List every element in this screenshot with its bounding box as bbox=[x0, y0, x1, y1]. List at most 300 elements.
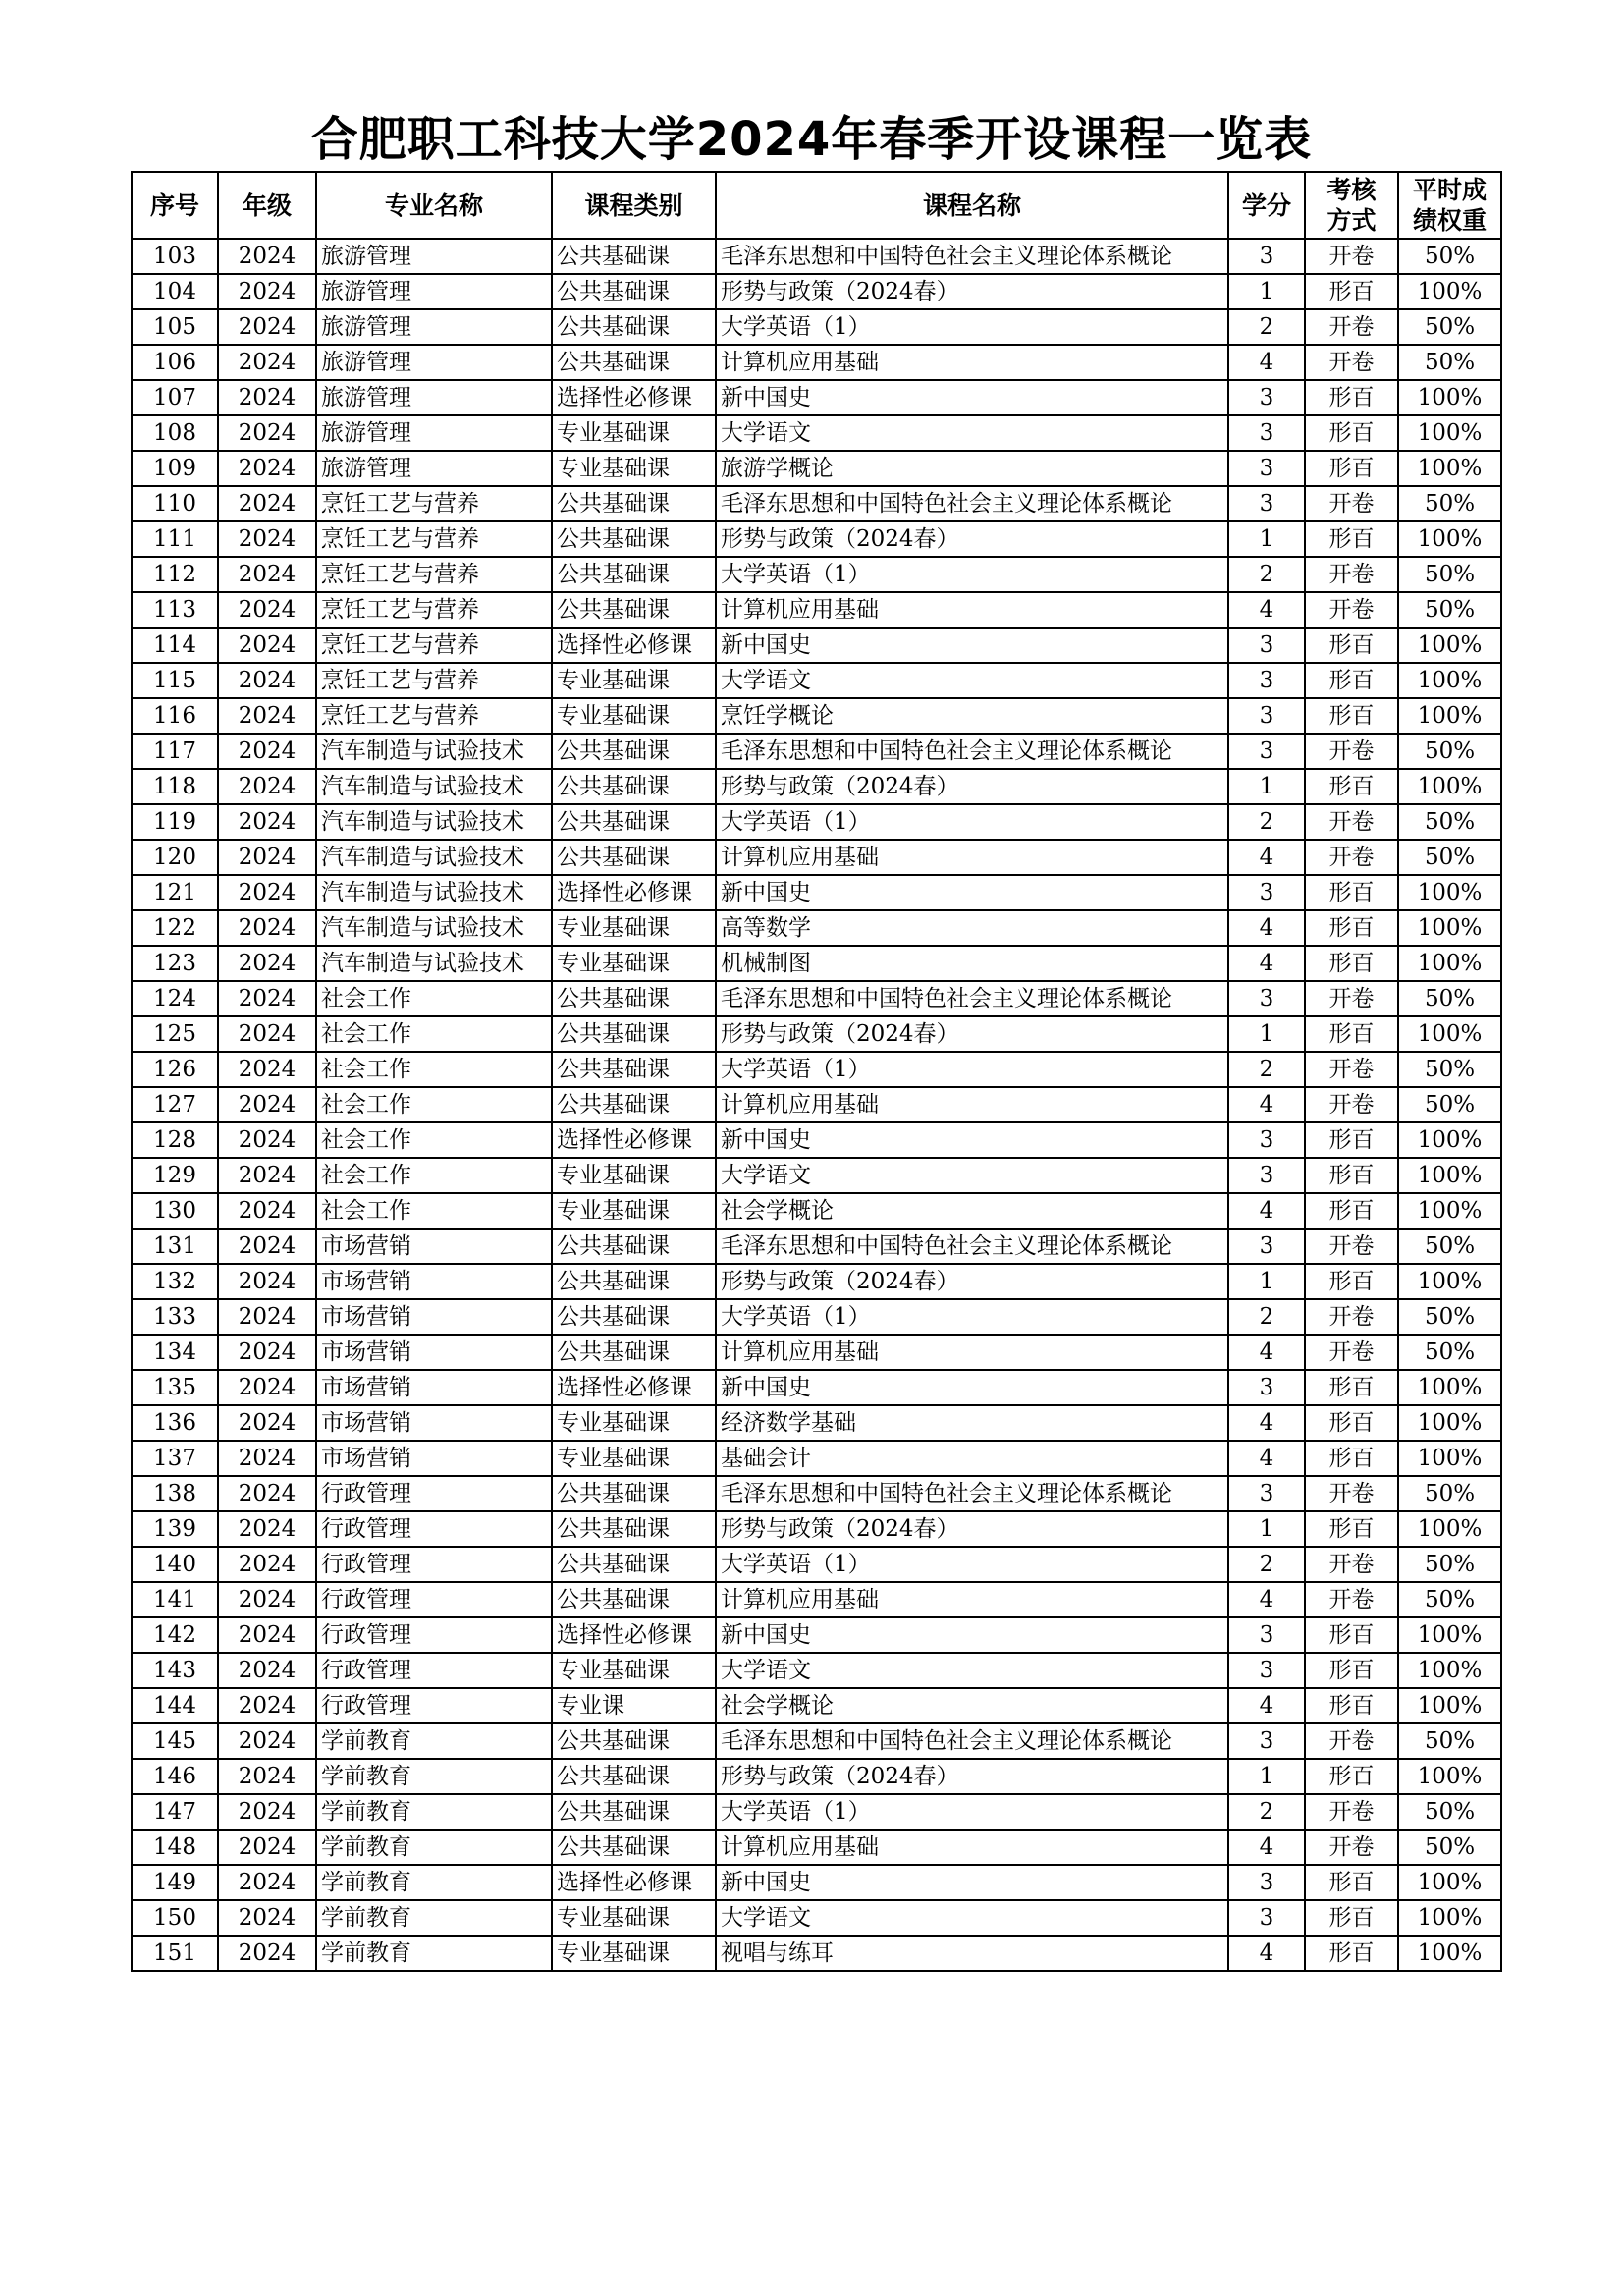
cell-category: 专业基础课 bbox=[552, 451, 716, 486]
cell-seq: 113 bbox=[132, 592, 218, 628]
cell-course: 烹饪学概论 bbox=[716, 698, 1228, 734]
cell-seq: 143 bbox=[132, 1653, 218, 1688]
cell-major: 旅游管理 bbox=[316, 345, 552, 380]
cell-major: 行政管理 bbox=[316, 1547, 552, 1582]
cell-category: 选择性必修课 bbox=[552, 1865, 716, 1900]
cell-credits: 3 bbox=[1228, 1865, 1305, 1900]
cell-exam-method: 开卷 bbox=[1305, 486, 1398, 521]
cell-score-weight: 50% bbox=[1398, 1476, 1501, 1511]
cell-exam-method: 形百 bbox=[1305, 698, 1398, 734]
cell-category: 公共基础课 bbox=[552, 274, 716, 309]
cell-course: 大学语文 bbox=[716, 1653, 1228, 1688]
cell-major: 旅游管理 bbox=[316, 309, 552, 345]
cell-exam-method: 开卷 bbox=[1305, 557, 1398, 592]
cell-major: 烹饪工艺与营养 bbox=[316, 628, 552, 663]
cell-score-weight: 100% bbox=[1398, 1158, 1501, 1193]
header-category: 课程类别 bbox=[552, 172, 716, 239]
cell-exam-method: 开卷 bbox=[1305, 1794, 1398, 1830]
header-credits: 学分 bbox=[1228, 172, 1305, 239]
cell-credits: 4 bbox=[1228, 1405, 1305, 1441]
cell-course: 视唱与练耳 bbox=[716, 1936, 1228, 1971]
cell-exam-method: 形百 bbox=[1305, 875, 1398, 910]
cell-course: 机械制图 bbox=[716, 946, 1228, 981]
cell-course: 计算机应用基础 bbox=[716, 345, 1228, 380]
table-row bbox=[132, 1653, 1501, 1688]
cell-category: 公共基础课 bbox=[552, 1016, 716, 1052]
table-row bbox=[132, 663, 1501, 698]
cell-category: 公共基础课 bbox=[552, 1511, 716, 1547]
cell-course: 毛泽东思想和中国特色社会主义理论体系概论 bbox=[716, 1476, 1228, 1511]
cell-major: 学前教育 bbox=[316, 1759, 552, 1794]
cell-major: 学前教育 bbox=[316, 1936, 552, 1971]
cell-seq: 138 bbox=[132, 1476, 218, 1511]
cell-category: 公共基础课 bbox=[552, 1794, 716, 1830]
cell-credits: 3 bbox=[1228, 1653, 1305, 1688]
cell-grade: 2024 bbox=[218, 1865, 316, 1900]
cell-major: 烹饪工艺与营养 bbox=[316, 557, 552, 592]
cell-major: 学前教育 bbox=[316, 1900, 552, 1936]
cell-score-weight: 100% bbox=[1398, 1370, 1501, 1405]
table-row bbox=[132, 698, 1501, 734]
cell-credits: 1 bbox=[1228, 1016, 1305, 1052]
cell-score-weight: 100% bbox=[1398, 1617, 1501, 1653]
cell-score-weight: 50% bbox=[1398, 345, 1501, 380]
table-row bbox=[132, 1511, 1501, 1547]
cell-exam-method: 形百 bbox=[1305, 1900, 1398, 1936]
table-row bbox=[132, 1688, 1501, 1723]
cell-major: 社会工作 bbox=[316, 981, 552, 1016]
cell-seq: 122 bbox=[132, 910, 218, 946]
cell-grade: 2024 bbox=[218, 1759, 316, 1794]
cell-category: 公共基础课 bbox=[552, 521, 716, 557]
cell-grade: 2024 bbox=[218, 804, 316, 840]
cell-course: 形势与政策（2024春） bbox=[716, 1511, 1228, 1547]
cell-grade: 2024 bbox=[218, 946, 316, 981]
cell-course: 大学英语（1） bbox=[716, 309, 1228, 345]
cell-course: 计算机应用基础 bbox=[716, 840, 1228, 875]
cell-seq: 117 bbox=[132, 734, 218, 769]
cell-category: 专业课 bbox=[552, 1688, 716, 1723]
cell-score-weight: 100% bbox=[1398, 1511, 1501, 1547]
cell-score-weight: 100% bbox=[1398, 663, 1501, 698]
cell-exam-method: 形百 bbox=[1305, 1617, 1398, 1653]
cell-major: 学前教育 bbox=[316, 1830, 552, 1865]
cell-seq: 126 bbox=[132, 1052, 218, 1087]
cell-course: 计算机应用基础 bbox=[716, 1087, 1228, 1122]
cell-grade: 2024 bbox=[218, 1229, 316, 1264]
cell-major: 社会工作 bbox=[316, 1122, 552, 1158]
cell-grade: 2024 bbox=[218, 1900, 316, 1936]
cell-credits: 4 bbox=[1228, 1582, 1305, 1617]
cell-major: 市场营销 bbox=[316, 1299, 552, 1335]
cell-grade: 2024 bbox=[218, 1158, 316, 1193]
cell-score-weight: 50% bbox=[1398, 1229, 1501, 1264]
cell-grade: 2024 bbox=[218, 840, 316, 875]
cell-credits: 1 bbox=[1228, 1264, 1305, 1299]
table-row bbox=[132, 946, 1501, 981]
header-seq: 序号 bbox=[132, 172, 218, 239]
table-row bbox=[132, 1016, 1501, 1052]
cell-course: 旅游学概论 bbox=[716, 451, 1228, 486]
cell-major: 烹饪工艺与营养 bbox=[316, 663, 552, 698]
table-row bbox=[132, 1264, 1501, 1299]
table-row bbox=[132, 274, 1501, 309]
cell-exam-method: 开卷 bbox=[1305, 1476, 1398, 1511]
cell-credits: 4 bbox=[1228, 1335, 1305, 1370]
cell-grade: 2024 bbox=[218, 557, 316, 592]
cell-score-weight: 100% bbox=[1398, 1936, 1501, 1971]
cell-score-weight: 50% bbox=[1398, 1335, 1501, 1370]
cell-credits: 3 bbox=[1228, 734, 1305, 769]
cell-exam-method: 形百 bbox=[1305, 1441, 1398, 1476]
cell-exam-method: 形百 bbox=[1305, 1122, 1398, 1158]
cell-category: 公共基础课 bbox=[552, 1582, 716, 1617]
cell-score-weight: 50% bbox=[1398, 486, 1501, 521]
cell-grade: 2024 bbox=[218, 1653, 316, 1688]
cell-seq: 137 bbox=[132, 1441, 218, 1476]
cell-grade: 2024 bbox=[218, 274, 316, 309]
cell-major: 社会工作 bbox=[316, 1193, 552, 1229]
cell-exam-method: 开卷 bbox=[1305, 1723, 1398, 1759]
cell-course: 新中国史 bbox=[716, 628, 1228, 663]
cell-seq: 120 bbox=[132, 840, 218, 875]
cell-category: 专业基础课 bbox=[552, 1653, 716, 1688]
cell-exam-method: 形百 bbox=[1305, 1936, 1398, 1971]
cell-major: 行政管理 bbox=[316, 1582, 552, 1617]
cell-seq: 149 bbox=[132, 1865, 218, 1900]
cell-score-weight: 100% bbox=[1398, 415, 1501, 451]
cell-score-weight: 50% bbox=[1398, 592, 1501, 628]
cell-major: 汽车制造与试验技术 bbox=[316, 734, 552, 769]
cell-major: 市场营销 bbox=[316, 1229, 552, 1264]
header-exam-line2: 方式 bbox=[1326, 206, 1377, 235]
cell-credits: 3 bbox=[1228, 1900, 1305, 1936]
cell-category: 专业基础课 bbox=[552, 415, 716, 451]
cell-seq: 131 bbox=[132, 1229, 218, 1264]
cell-course: 高等数学 bbox=[716, 910, 1228, 946]
cell-course: 计算机应用基础 bbox=[716, 1582, 1228, 1617]
cell-seq: 133 bbox=[132, 1299, 218, 1335]
cell-exam-method: 开卷 bbox=[1305, 840, 1398, 875]
cell-exam-method: 形百 bbox=[1305, 1264, 1398, 1299]
cell-credits: 3 bbox=[1228, 1122, 1305, 1158]
table-row bbox=[132, 804, 1501, 840]
cell-exam-method: 开卷 bbox=[1305, 1087, 1398, 1122]
cell-credits: 2 bbox=[1228, 309, 1305, 345]
cell-credits: 4 bbox=[1228, 1936, 1305, 1971]
cell-category: 公共基础课 bbox=[552, 1052, 716, 1087]
cell-grade: 2024 bbox=[218, 1405, 316, 1441]
cell-credits: 4 bbox=[1228, 1688, 1305, 1723]
cell-exam-method: 形百 bbox=[1305, 663, 1398, 698]
cell-course: 毛泽东思想和中国特色社会主义理论体系概论 bbox=[716, 734, 1228, 769]
header-weight-line1: 平时成 bbox=[1412, 176, 1487, 204]
cell-seq: 141 bbox=[132, 1582, 218, 1617]
table-row bbox=[132, 1122, 1501, 1158]
header-course: 课程名称 bbox=[716, 172, 1228, 239]
cell-score-weight: 100% bbox=[1398, 946, 1501, 981]
cell-grade: 2024 bbox=[218, 875, 316, 910]
cell-score-weight: 50% bbox=[1398, 840, 1501, 875]
cell-major: 旅游管理 bbox=[316, 415, 552, 451]
cell-credits: 4 bbox=[1228, 1441, 1305, 1476]
cell-grade: 2024 bbox=[218, 521, 316, 557]
cell-major: 旅游管理 bbox=[316, 380, 552, 415]
cell-credits: 2 bbox=[1228, 1052, 1305, 1087]
cell-credits: 2 bbox=[1228, 1299, 1305, 1335]
cell-course: 大学语文 bbox=[716, 415, 1228, 451]
cell-major: 行政管理 bbox=[316, 1511, 552, 1547]
cell-score-weight: 50% bbox=[1398, 734, 1501, 769]
cell-grade: 2024 bbox=[218, 734, 316, 769]
cell-exam-method: 形百 bbox=[1305, 1653, 1398, 1688]
cell-score-weight: 100% bbox=[1398, 910, 1501, 946]
header-exam-method bbox=[1305, 172, 1398, 239]
cell-major: 行政管理 bbox=[316, 1688, 552, 1723]
table-row bbox=[132, 1759, 1501, 1794]
cell-category: 选择性必修课 bbox=[552, 875, 716, 910]
cell-category: 公共基础课 bbox=[552, 557, 716, 592]
table-row bbox=[132, 910, 1501, 946]
cell-credits: 1 bbox=[1228, 769, 1305, 804]
cell-course: 大学语文 bbox=[716, 663, 1228, 698]
cell-category: 选择性必修课 bbox=[552, 1617, 716, 1653]
cell-seq: 116 bbox=[132, 698, 218, 734]
cell-course: 毛泽东思想和中国特色社会主义理论体系概论 bbox=[716, 981, 1228, 1016]
cell-exam-method: 开卷 bbox=[1305, 1299, 1398, 1335]
cell-seq: 103 bbox=[132, 239, 218, 274]
cell-major: 烹饪工艺与营养 bbox=[316, 592, 552, 628]
cell-exam-method: 形百 bbox=[1305, 1158, 1398, 1193]
cell-credits: 4 bbox=[1228, 1193, 1305, 1229]
cell-seq: 144 bbox=[132, 1688, 218, 1723]
cell-major: 行政管理 bbox=[316, 1617, 552, 1653]
cell-category: 公共基础课 bbox=[552, 840, 716, 875]
cell-seq: 128 bbox=[132, 1122, 218, 1158]
cell-major: 烹饪工艺与营养 bbox=[316, 521, 552, 557]
cell-course: 大学英语（1） bbox=[716, 1052, 1228, 1087]
cell-credits: 1 bbox=[1228, 1759, 1305, 1794]
cell-seq: 119 bbox=[132, 804, 218, 840]
cell-score-weight: 50% bbox=[1398, 1087, 1501, 1122]
cell-course: 形势与政策（2024春） bbox=[716, 769, 1228, 804]
cell-grade: 2024 bbox=[218, 239, 316, 274]
table-header-row bbox=[132, 172, 1501, 239]
cell-exam-method: 形百 bbox=[1305, 1370, 1398, 1405]
table-row bbox=[132, 345, 1501, 380]
cell-course: 大学英语（1） bbox=[716, 557, 1228, 592]
cell-course: 新中国史 bbox=[716, 1865, 1228, 1900]
cell-course: 大学英语（1） bbox=[716, 1299, 1228, 1335]
cell-credits: 3 bbox=[1228, 628, 1305, 663]
cell-exam-method: 开卷 bbox=[1305, 734, 1398, 769]
cell-category: 专业基础课 bbox=[552, 663, 716, 698]
cell-score-weight: 50% bbox=[1398, 1794, 1501, 1830]
cell-category: 专业基础课 bbox=[552, 910, 716, 946]
table-row bbox=[132, 239, 1501, 274]
cell-grade: 2024 bbox=[218, 1441, 316, 1476]
cell-course: 毛泽东思想和中国特色社会主义理论体系概论 bbox=[716, 239, 1228, 274]
cell-credits: 1 bbox=[1228, 274, 1305, 309]
cell-seq: 107 bbox=[132, 380, 218, 415]
cell-major: 行政管理 bbox=[316, 1653, 552, 1688]
cell-seq: 132 bbox=[132, 1264, 218, 1299]
cell-grade: 2024 bbox=[218, 1299, 316, 1335]
table-row bbox=[132, 769, 1501, 804]
cell-major: 旅游管理 bbox=[316, 239, 552, 274]
cell-credits: 3 bbox=[1228, 239, 1305, 274]
cell-credits: 4 bbox=[1228, 345, 1305, 380]
cell-category: 公共基础课 bbox=[552, 1229, 716, 1264]
cell-exam-method: 开卷 bbox=[1305, 345, 1398, 380]
cell-major: 市场营销 bbox=[316, 1335, 552, 1370]
cell-major: 烹饪工艺与营养 bbox=[316, 486, 552, 521]
cell-credits: 2 bbox=[1228, 1547, 1305, 1582]
cell-credits: 3 bbox=[1228, 1476, 1305, 1511]
cell-exam-method: 形百 bbox=[1305, 415, 1398, 451]
cell-major: 市场营销 bbox=[316, 1441, 552, 1476]
cell-category: 专业基础课 bbox=[552, 1900, 716, 1936]
cell-credits: 1 bbox=[1228, 521, 1305, 557]
cell-exam-method: 形百 bbox=[1305, 1405, 1398, 1441]
table-row bbox=[132, 1723, 1501, 1759]
cell-grade: 2024 bbox=[218, 1582, 316, 1617]
cell-category: 公共基础课 bbox=[552, 239, 716, 274]
cell-category: 专业基础课 bbox=[552, 1158, 716, 1193]
table-row bbox=[132, 1617, 1501, 1653]
cell-grade: 2024 bbox=[218, 1794, 316, 1830]
cell-exam-method: 形百 bbox=[1305, 628, 1398, 663]
cell-grade: 2024 bbox=[218, 1264, 316, 1299]
cell-major: 社会工作 bbox=[316, 1052, 552, 1087]
cell-score-weight: 100% bbox=[1398, 1122, 1501, 1158]
course-table bbox=[131, 171, 1502, 1972]
cell-exam-method: 开卷 bbox=[1305, 1830, 1398, 1865]
cell-exam-method: 开卷 bbox=[1305, 981, 1398, 1016]
header-exam-line1: 考核 bbox=[1326, 176, 1377, 204]
cell-credits: 4 bbox=[1228, 840, 1305, 875]
cell-credits: 3 bbox=[1228, 1723, 1305, 1759]
cell-category: 选择性必修课 bbox=[552, 380, 716, 415]
header-major: 专业名称 bbox=[316, 172, 552, 239]
cell-category: 选择性必修课 bbox=[552, 628, 716, 663]
cell-exam-method: 开卷 bbox=[1305, 309, 1398, 345]
cell-course: 社会学概论 bbox=[716, 1688, 1228, 1723]
table-body bbox=[132, 239, 1501, 1971]
table-row bbox=[132, 1476, 1501, 1511]
cell-seq: 127 bbox=[132, 1087, 218, 1122]
cell-credits: 4 bbox=[1228, 592, 1305, 628]
cell-course: 形势与政策（2024春） bbox=[716, 1759, 1228, 1794]
cell-grade: 2024 bbox=[218, 451, 316, 486]
cell-score-weight: 50% bbox=[1398, 1052, 1501, 1087]
table-row bbox=[132, 1087, 1501, 1122]
table-row bbox=[132, 451, 1501, 486]
table-row bbox=[132, 592, 1501, 628]
table-row bbox=[132, 309, 1501, 345]
cell-grade: 2024 bbox=[218, 592, 316, 628]
cell-grade: 2024 bbox=[218, 1193, 316, 1229]
cell-grade: 2024 bbox=[218, 380, 316, 415]
cell-major: 烹饪工艺与营养 bbox=[316, 698, 552, 734]
cell-exam-method: 开卷 bbox=[1305, 592, 1398, 628]
cell-seq: 109 bbox=[132, 451, 218, 486]
cell-category: 公共基础课 bbox=[552, 981, 716, 1016]
table-row bbox=[132, 1865, 1501, 1900]
cell-grade: 2024 bbox=[218, 1830, 316, 1865]
cell-exam-method: 形百 bbox=[1305, 1511, 1398, 1547]
cell-exam-method: 形百 bbox=[1305, 1759, 1398, 1794]
table-row bbox=[132, 521, 1501, 557]
cell-credits: 2 bbox=[1228, 557, 1305, 592]
cell-exam-method: 开卷 bbox=[1305, 1229, 1398, 1264]
cell-major: 市场营销 bbox=[316, 1370, 552, 1405]
cell-credits: 3 bbox=[1228, 1617, 1305, 1653]
cell-course: 毛泽东思想和中国特色社会主义理论体系概论 bbox=[716, 486, 1228, 521]
cell-exam-method: 形百 bbox=[1305, 946, 1398, 981]
cell-exam-method: 形百 bbox=[1305, 910, 1398, 946]
cell-seq: 118 bbox=[132, 769, 218, 804]
cell-major: 社会工作 bbox=[316, 1158, 552, 1193]
cell-category: 公共基础课 bbox=[552, 1299, 716, 1335]
cell-grade: 2024 bbox=[218, 1688, 316, 1723]
cell-course: 大学英语（1） bbox=[716, 804, 1228, 840]
cell-seq: 148 bbox=[132, 1830, 218, 1865]
cell-grade: 2024 bbox=[218, 1511, 316, 1547]
cell-category: 专业基础课 bbox=[552, 946, 716, 981]
cell-score-weight: 50% bbox=[1398, 1547, 1501, 1582]
cell-credits: 3 bbox=[1228, 380, 1305, 415]
cell-credits: 3 bbox=[1228, 875, 1305, 910]
cell-grade: 2024 bbox=[218, 628, 316, 663]
cell-score-weight: 100% bbox=[1398, 380, 1501, 415]
cell-category: 选择性必修课 bbox=[552, 1370, 716, 1405]
cell-seq: 140 bbox=[132, 1547, 218, 1582]
cell-score-weight: 50% bbox=[1398, 981, 1501, 1016]
cell-score-weight: 100% bbox=[1398, 1759, 1501, 1794]
cell-category: 专业基础课 bbox=[552, 1936, 716, 1971]
cell-score-weight: 50% bbox=[1398, 309, 1501, 345]
cell-score-weight: 100% bbox=[1398, 628, 1501, 663]
cell-score-weight: 50% bbox=[1398, 1299, 1501, 1335]
cell-exam-method: 形百 bbox=[1305, 1865, 1398, 1900]
cell-credits: 2 bbox=[1228, 1794, 1305, 1830]
cell-category: 公共基础课 bbox=[552, 486, 716, 521]
cell-major: 社会工作 bbox=[316, 1016, 552, 1052]
cell-score-weight: 100% bbox=[1398, 1405, 1501, 1441]
cell-score-weight: 50% bbox=[1398, 1582, 1501, 1617]
table-row bbox=[132, 1794, 1501, 1830]
cell-credits: 3 bbox=[1228, 1158, 1305, 1193]
cell-grade: 2024 bbox=[218, 309, 316, 345]
cell-category: 公共基础课 bbox=[552, 592, 716, 628]
cell-course: 计算机应用基础 bbox=[716, 1830, 1228, 1865]
cell-grade: 2024 bbox=[218, 1370, 316, 1405]
cell-credits: 4 bbox=[1228, 1087, 1305, 1122]
cell-category: 专业基础课 bbox=[552, 1441, 716, 1476]
cell-exam-method: 开卷 bbox=[1305, 1335, 1398, 1370]
cell-score-weight: 50% bbox=[1398, 804, 1501, 840]
cell-seq: 147 bbox=[132, 1794, 218, 1830]
cell-exam-method: 开卷 bbox=[1305, 1052, 1398, 1087]
cell-grade: 2024 bbox=[218, 698, 316, 734]
cell-score-weight: 100% bbox=[1398, 274, 1501, 309]
cell-course: 计算机应用基础 bbox=[716, 1335, 1228, 1370]
cell-course: 新中国史 bbox=[716, 380, 1228, 415]
table-row bbox=[132, 1900, 1501, 1936]
cell-category: 公共基础课 bbox=[552, 1547, 716, 1582]
cell-category: 公共基础课 bbox=[552, 345, 716, 380]
